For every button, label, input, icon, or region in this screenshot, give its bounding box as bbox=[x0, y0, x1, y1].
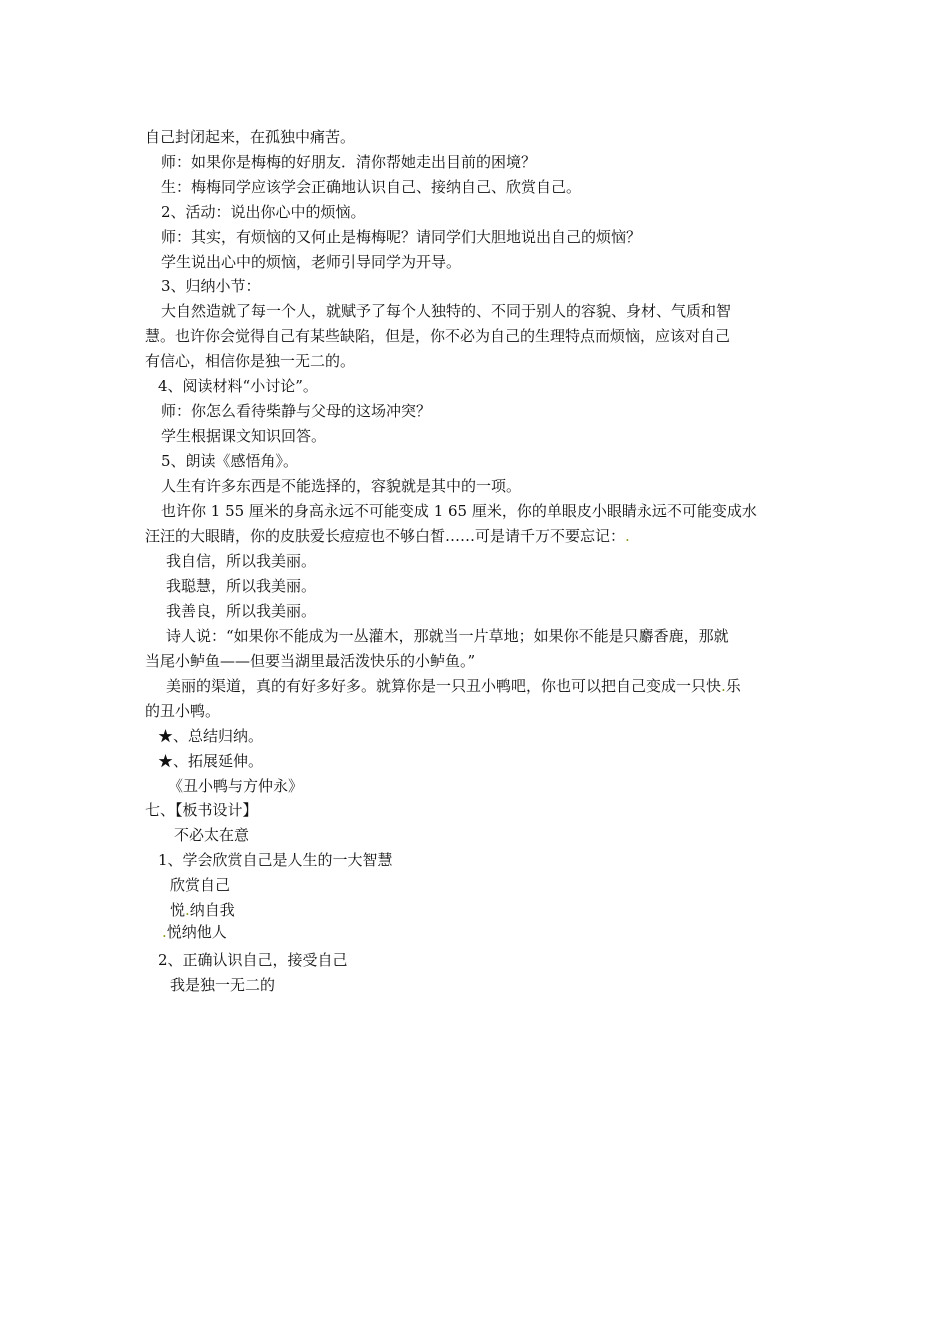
text-line: ★、总结归纳。 bbox=[158, 727, 264, 745]
text-line: 生：梅梅同学应该学会正确地认识自己、接纳自己、欣赏自己。 bbox=[161, 178, 582, 196]
text-span: 悦 bbox=[170, 901, 186, 919]
text-line: 也许你 1 55 厘米的身高永远不可能变成 1 65 厘米，你的单眼皮小眼睛永远不可能变成水 bbox=[161, 502, 757, 520]
text-line: 我善良，所以我美丽。 bbox=[166, 602, 317, 620]
text-line: 我聪慧，所以我美丽。 bbox=[166, 577, 317, 595]
dot-mark: . bbox=[185, 901, 190, 919]
text-line bbox=[166, 676, 741, 698]
text-line: 2、正确认识自己，接受自己 bbox=[158, 951, 348, 969]
text-line: 1、学会欣赏自己是人生的一大智慧 bbox=[158, 851, 393, 869]
text-line: 学生根据课文知识回答。 bbox=[161, 427, 327, 445]
text-line: 诗人说：“如果你不能成为一丛灌木，那就当一片草地；如果你不能是只麝香鹿，那就 bbox=[166, 627, 729, 645]
text-span: 乐 bbox=[725, 677, 741, 695]
text-line: 我自信，所以我美丽。 bbox=[166, 552, 317, 570]
text-line: 欣赏自己 bbox=[170, 876, 231, 894]
text-span: 美丽的渠道，真的有好多好多。就算你是一只丑小鸭吧，你也可以把自己变成一只快 bbox=[166, 677, 722, 695]
text-line: 大自然造就了每一个人，就赋予了每个人独特的、不同于别人的容貌、身材、气质和智 bbox=[161, 302, 732, 320]
text-line: 师：你怎么看待柴静与父母的这场冲突？ bbox=[161, 402, 432, 420]
text-line: 师：其实，有烦恼的又何止是梅梅呢？请同学们大胆地说出自己的烦恼？ bbox=[161, 228, 642, 246]
dot-mark: . bbox=[721, 677, 726, 695]
text-line bbox=[162, 922, 227, 944]
text-line bbox=[170, 900, 235, 922]
text-line: 七、【板书设计】 bbox=[145, 801, 258, 819]
text-line: 4、阅读材料“小讨论”。 bbox=[158, 377, 318, 395]
text-line: ★、拓展延伸。 bbox=[158, 752, 264, 770]
text-line: 有信心，相信你是独一无二的。 bbox=[145, 352, 356, 370]
text-span: 纳自我 bbox=[189, 901, 235, 919]
text-line: 慧。也许你会觉得自己有某些缺陷，但是，你不必为自己的生理特点而烦恼，应该对自己 bbox=[145, 327, 731, 345]
text-span: 汪汪的大眼睛，你的皮肤爱长痘痘也不够白皙……可是请千万不要忘记： bbox=[145, 527, 626, 545]
text-line: 的丑小鸭。 bbox=[145, 702, 221, 720]
text-line: 2、活动：说出你心中的烦恼。 bbox=[161, 203, 366, 221]
text-line: 当尾小鲈鱼——但要当湖里最活泼快乐的小鲈鱼。” bbox=[145, 652, 476, 670]
text-line: 3、归纳小节： bbox=[161, 277, 261, 295]
text-span: 悦纳他人 bbox=[166, 923, 227, 941]
dot-mark: . bbox=[625, 527, 630, 545]
text-line: 《丑小鸭与方仲永》 bbox=[168, 777, 304, 795]
dot-mark: . bbox=[162, 923, 167, 941]
text-line: 不必太在意 bbox=[174, 826, 250, 844]
text-line: 人生有许多东西是不能选择的，容貌就是其中的一项。 bbox=[161, 477, 522, 495]
text-line: 自己封闭起来，在孤独中痛苦。 bbox=[145, 128, 356, 146]
text-line: 我是独一无二的 bbox=[170, 976, 276, 994]
text-line bbox=[145, 526, 630, 548]
text-line: 学生说出心中的烦恼，老师引导同学为开导。 bbox=[161, 253, 462, 271]
text-line: 5、朗读《感悟角》。 bbox=[161, 452, 299, 470]
text-line: 师：如果你是梅梅的好朋友．清你帮她走出目前的困境？ bbox=[161, 153, 537, 171]
